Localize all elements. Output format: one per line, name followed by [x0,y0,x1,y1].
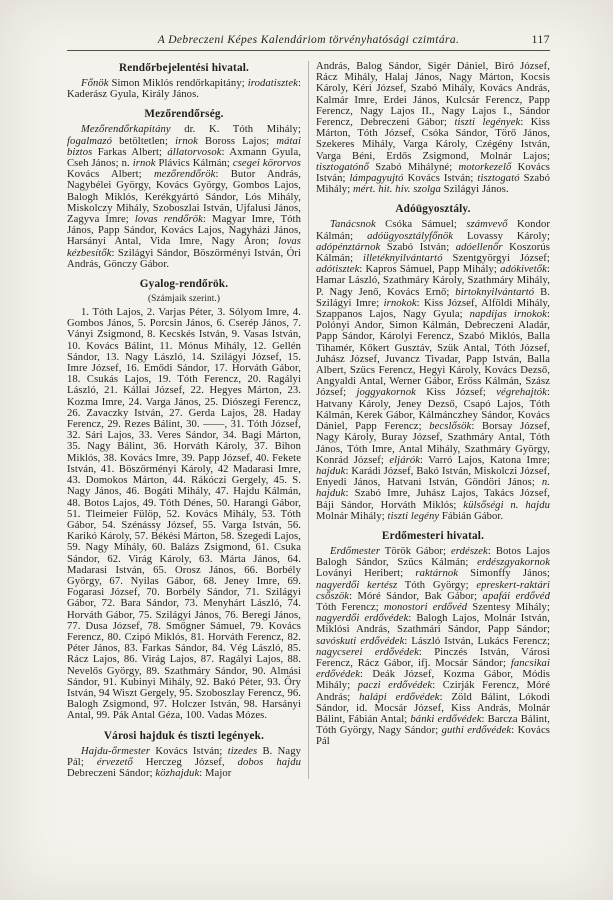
role-title-run: tiszti legény [387,510,440,522]
directory-paragraph [67,746,301,780]
text-run: : Móré Sándor, Bak Gábor; [349,590,483,602]
role-title-run: halápi erdővédek [359,691,440,703]
role-title-run: joggyakornok [356,387,416,399]
text-run: : Axmann Gyula, Cseh János; n. [67,146,301,170]
role-title-run: mezőrendőrök [154,169,216,181]
role-title-run: adóellenőr [455,241,503,253]
role-title-run: tisztogatónő [316,161,369,173]
role-title-run: tizedes [227,745,258,757]
role-title-run: savóskuti erdővédek [316,635,405,647]
section-heading: Gyalog-rendőrök. [139,278,229,291]
text-run: : Polónyi Andor, Simon Kálmán, Debreczeni Aladár, Papp Sándor, Károlyi Ferencz, Szabó Miklós, Balla Tihamér, Kőkert Gusztáv, Szük Antal, Tóth József, Juhász József, Juvancz Tivadar, Papp István, Balla Albert, Szücs Ferencz, Hegyi Károly, Kovács Dezső, Angyaldi Antal, Werner Gábor, Erőss Kálmán, Szász József; [316,309,551,399]
directory-paragraph [67,307,301,722]
text-run: : Karádi József, Bakó István, Miskolczi József, Enyedi János, Hatvani István, Göndöri János; [316,465,550,489]
text-run: Szabó István; [380,241,456,253]
text-run: Szentesy Mihály; [467,601,550,613]
role-title-run: lovas kézbesítők [67,236,301,259]
text-run: : Szilágyi Sándor, Böszörményi István, Óri András, Gönczy Gábor. [67,247,301,270]
page-header [67,34,550,46]
role-title-run: mátai biztos [67,135,301,158]
role-title-run: raktárnok [415,568,459,580]
role-title-run: epreskert-raktári csőszök [316,579,551,602]
role-title-run: apafái erdővéd [482,590,550,602]
section-heading: Adóügyosztály. [395,203,471,216]
text-run: : Kiss József, Alföldi Mihály, Szappanos Lajos, Nagy Gyula; [316,297,550,321]
text-run: Szilágyi János. [440,184,509,196]
role-title-run: irodatisztek [247,78,298,89]
text-run: Kovács István; [150,745,228,757]
role-title-run: dobos hajdu [237,756,301,768]
text-run: 1. Tóth Lajos, 2. Varjas Péter, 3. Sólyom Imre, 4. Gombos János, 5. Porcsin János, 6. Cserép János, 7. Ványi Zsigmond, 8. Kecskés István, 9. Vasas István, 10. Kovács Bálint, 11. Mónus Mihály, 12. Gellén Sándor, 13. Nagy László, 14. Szilágyi József, 15. Imre József, 16. Emődi Sándor, 17. Horváth Gábor, 18. Csukás Lajos, 19. Tóth Ferencz, 20. Ragályi László, 21. Kállai József, 22. Hegyes Márton, 23. Kozma Imre, 24. Varga János, 25. Diószegi Ferencz, 26. Zavaczky István, 27. Gerda Lajos, 28. Haday Ferencz, 29. Rezes Bálint, 30. ——, 31. Tóth József, 32. Sári Lajos, 33. Veres Sándor, 34. Bagi Márton, 35. Nagy Bálint, 36. Horváth Károly, 37. Bihon Miklós, 38. Kovács Imre, 39. Papp József, 40. Fekete István, 41. Böszörményi Károly, 42 Madarasi Imre, 43. Domokos Márton, 44. Rákóczi Gergely, 45. S. Nagy János, 46. Bogáti Mihály, 47. Hajdu Kálmán, 48. Botos Lajos, 49. Tóth Dénes, 50. Harangi Gábor, 51. Tleimeier Fülöp, 52. Kovács Mihály, 53. Tóth Gábor, 54. Szénássy József, 55. Varga István, 56. Karikó Károly, 57. Békési Márton, 58. Szegedi Lajos, 59. Nagy Mihály, 60. Balázs Zsigmond, 61. Csuka Sándor, 62. Virág Károly, 63. Márta János, 64. Madarasi István, 65. Orosz János, 66. Borbély György, 67. Nyilas Gábor, 68. Jeney Imre, 69. Fogarasi József, 70. Borbély Sándor, 71. Szilágyi Gábor, 72. Bara Sándor, 73. Menyhárt László, 74. Horváth Gábor, 75. Szilágyi János, 76. Beregi János, 77. Dusa József, 78. Smőgner Sámuel, 79. Kovács Ferencz, 80. Czipó Miklós, 81. Horváth Ferencz, 82. Péter János, 83. Farkas Sándor, 84. Vég László, 85. Rácz Lajos, 86. Virág Lajos, 87. Ragályi Lajos, 88. Nevelős György, 89. Szathmáry Sándor, 90. Almási Sándor, 91. Kubinyi Mihály, 92. Bakó Péter, 93. Őry István, 94 Wiszt Gergely, 95. Szoboszlay Ferencz, 96. Balogh Zsigmond, 97. Holczer István, 98. Harsányi Antal, 99. Pák Antal Géza, 100. Vadas Mózes. [67,307,301,722]
text-run: Szabó Mihályné; [369,161,459,173]
text-run: Kondor Kálmán; [316,219,550,242]
text-run: : László István, Lukács Ferencz; [404,635,550,647]
role-title-run: számvevő [466,219,508,231]
role-title-run: bánki erdővédek [410,713,482,725]
role-title-run: monostori erdővéd [383,601,468,613]
role-title-run: csegei körorvos [232,158,301,170]
role-title-run: Mezőrendőrkapitány [81,124,171,136]
role-title-run: guthi erdővédek [441,725,512,737]
text-run: dr. K. Tóth Mihály; [170,124,301,136]
text-run: Farkas Albert; [92,146,168,158]
role-title-run: fancsikai erdővédek [316,657,550,681]
role-title-run: közhajduk [155,767,200,779]
directory-paragraph [316,219,550,521]
text-run: Kovács Albert; [67,169,155,181]
left-column [67,61,301,779]
text-run: Molnár Mihály; [316,510,388,522]
role-title-run: erdészgyakornok [477,557,550,569]
text-run: Kiss József; [415,387,497,399]
text-run: Koszorús Kálmán; [316,241,550,265]
section-heading: Mezőrendőrség. [144,108,224,121]
role-title-run: állatorvosok [167,146,222,158]
header-title: A Debreczeni Képes Kalendáriom törvényhatósági czimtára. [157,34,460,46]
role-title-run: Hajdu-őrmester [81,745,151,757]
text-run: : Botos Lajos Balogh Sándor, Szücs Kálmán; [316,545,550,569]
section-subheading: (Számjaik szerint.) [147,294,221,305]
text-run: András, Balog Sándor, Sigér Dániel, Biró József, Rácz Mihály, Halaj János, Nagy Márton, Kocsis Károly, Kéri József, Szabó Mihály, Kovács András, Kalmár Imre, Erdei János, Kulcsár Ferencz, Papp Ferencz, Nagy Lajos II., Nagy Lajos I., Sándor Ferencz, Debreczeni Gábor; [316,61,550,129]
role-title-run: paczi erdővédek [357,680,433,692]
role-title-run: adóügyosztályfőnök [367,230,454,242]
role-title-run: nagycserei erdővédek [316,646,419,658]
role-title-run: n. hajduk [316,477,550,500]
role-title-run: adótisztek [316,264,360,276]
text-run: Tóth György; [397,579,477,591]
directory-paragraph [316,61,550,195]
section-heading: Rendőrbejelentési hivatal. [118,62,250,74]
text-run: Boross Lajos; [197,135,277,147]
role-title-run: lámpagyujtó [349,173,404,185]
text-run: B. Nagy Pál; [67,745,301,768]
role-title-run: végrehajtók [496,387,547,399]
text-run: : Kaderász Gyula, Király János. [67,78,301,101]
text-run: : Barcza Bálint, Tóth György, Nagy Sándor; [316,713,550,737]
role-title-run: motorkezelő [458,161,512,173]
text-run: : Pinczés István, Városi Ferencz, Rácz Gábor, ifj. Mocsár Sándor; [316,646,550,669]
role-title-run: eljárók [389,454,421,466]
text-run: Fábián Gábor. [439,510,504,522]
text-run: : Hamar László, Szathmáry Károly, Szathmáry Mihály, P. Nagy Jenő, Kovács Ernő; [316,264,550,298]
directory-paragraph [316,546,550,748]
text-run: : Major [199,767,232,779]
text-run: : Czirják Ferencz, Móré András; [316,680,550,703]
text-run: Simon Miklós rendőrkapitány; [108,78,248,89]
column-divider [308,61,309,779]
text-run: : Butor András, Nagybélei György, Kovács György, Gombos Lajos, Balogh Miklós, Kerékgyártó Sándor, Lós Mihály, Miskolczy Mihály, Szoboszlai István, Ujfalusi János, Zagyva Imre; [67,169,301,226]
directory-paragraph [67,124,301,270]
role-title-run: irnokok [383,297,417,309]
text-run: : Borsay József, Nagy Károly, Buray József, Szathmáry Antal, Tóth János, Tóth Imre, Antal Mihály, Szathmáry György, Konrád József; [316,421,550,466]
section-heading: Erdőmesteri hivatal. [381,529,485,542]
text-run: Török Gábor; [380,545,451,557]
role-title-run: mért. hit. hiv. szolga [353,184,441,196]
text-run: Kovács István; [316,161,550,185]
text-run: Szentgyörgyi József; [442,253,550,265]
role-title-run: irnok [175,135,198,147]
text-run: Lovassy Károly; [453,230,550,242]
role-title-run: hajduk [316,465,346,477]
text-run: : Kapros Sámuel, Papp Mihály; [359,264,501,276]
role-title-run: birtoknyilvántartó [455,286,535,298]
text-run: : Hatvany Károly, Jeney Dezső, Csapó Lajos, Tóth Kálmán, Kerek Gábor, Kálmánczhey Sándor, Kovács Dániel, Papp Ferencz; [316,387,550,433]
text-run: Debreczeni Sándor; [67,767,156,779]
role-title-run: nagyerdői erdővédek [316,613,409,625]
text-run: Kovács István; [403,173,478,185]
role-title-run: erdészek [450,545,488,557]
role-title-run: becslősök [429,421,472,433]
text-run: Simonffy János; [458,568,551,580]
directory-paragraph [67,78,301,100]
text-run: Herczeg József, [132,756,238,768]
role-title-run: illetéknyilvántartó [363,253,443,265]
role-title-run: tiszti legények [454,117,521,129]
page-number: 117 [531,34,550,46]
text-run: : Kovács Pál [316,725,550,748]
text-run: : Szabó Imre, Juhász Lajos, Takács József, Báji Sándor, Horváth Miklós; [316,488,550,511]
text-run: Tóth Ferencz; [316,601,384,613]
role-title-run: lovas rendőrök [134,214,203,226]
text-run: Csóka Sámuel; [375,219,467,231]
role-title-run: nagyerdői kertész [316,579,398,591]
text-run: B. Szilágyi Imre; [316,286,550,309]
text-run: : Balogh Lajos, Molnár István, Miklósi András, Szathmári Sándor, Papp Sándor; [316,613,550,636]
section-heading: Városi hajduk és tiszti legények. [103,729,265,742]
role-title-run: irnok [132,158,156,170]
text-run: : Deák József, Kozma Gábor, Módis Mihály; [316,669,550,692]
role-title-run: napdíjas irnokok [469,309,547,321]
role-title-run: fogalmazó [67,135,113,147]
role-title-run: külsőségi n. hajdu [463,499,550,511]
text-run: : Kiss Márton, Tóth József, Csóka Sándor, Törő János, Szekeres Mihály, Varga Károly, Czégény István, Varga Béni, Erdős Zsigmond, Molnár Lajos; [316,117,550,162]
text-run: Szabó Mihály; [316,173,551,196]
right-column [316,61,550,779]
role-title-run: adókivetők [500,264,547,276]
text-run: Loványi Heribert; [316,568,416,580]
text-run: Plávics Kálmán; [155,158,233,170]
role-title-run: Tanácsnok [330,219,376,231]
role-title-run: érvezető [96,756,133,768]
text-run: : Varró Lajos, Katona Imre; [420,454,550,466]
two-column-layout [67,61,550,779]
text-run: betöltetlen; [112,135,176,147]
role-title-run: tisztogató [477,173,520,185]
role-title-run: Főnök [81,78,109,89]
role-title-run: Erdőmester [330,545,381,557]
role-title-run: adópénztárnok [316,241,381,253]
header-rule [67,50,550,51]
text-run: : Zöld Bálint, Lókodi Sándor, id. Mocsár József, Kiss András, Molnár Bálint, Fábián Antal; [316,691,550,725]
text-run: : Magyar Imre, Tóth János, Papp Sándor, Kovács Lajos, Nagyházi János, Harsányi Antal, Vida Imre, Nagy Áron; [67,214,301,248]
